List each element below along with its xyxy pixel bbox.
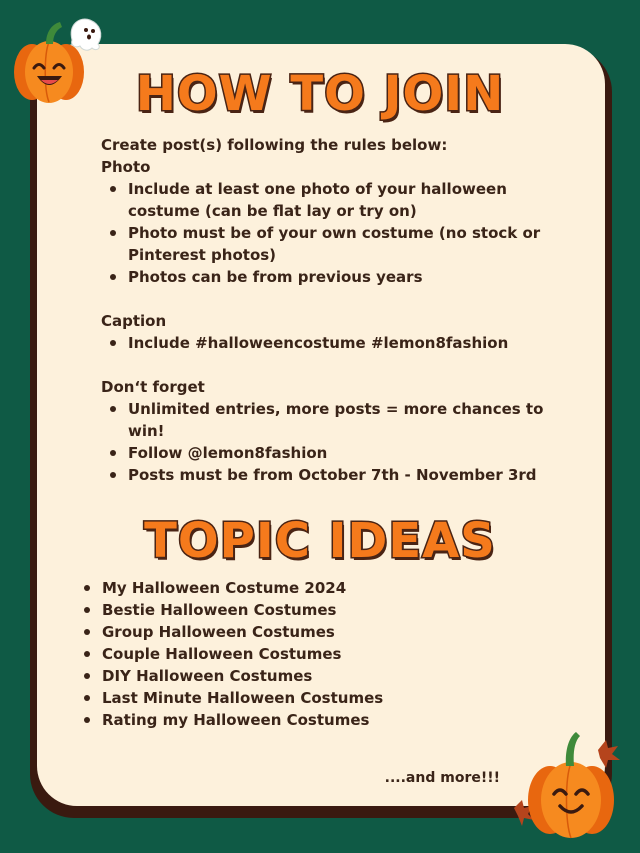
list-item: Unlimited entries, more posts = more chances to win! xyxy=(128,398,571,442)
list-item: Photo must be of your own costume (no stock or Pinterest photos) xyxy=(128,222,571,266)
topic-ideas-heading: TOPIC IDEAS xyxy=(144,513,496,569)
list-item: My Halloween Costume 2024 xyxy=(102,577,562,599)
topics-list xyxy=(102,577,562,731)
list-item: Couple Halloween Costumes xyxy=(102,643,562,665)
list-item: Photos can be from previous years xyxy=(128,266,571,288)
topics-section xyxy=(102,577,562,731)
list-item: Rating my Halloween Costumes xyxy=(102,709,562,731)
list-item: DIY Halloween Costumes xyxy=(102,665,562,687)
rules-intro: Create post(s) following the rules below: xyxy=(101,136,448,154)
rules-section xyxy=(101,134,571,486)
caption-list xyxy=(101,332,571,354)
photo-heading: Photo xyxy=(101,158,151,176)
photo-list xyxy=(101,178,571,288)
pumpkin-with-leaves-icon xyxy=(510,728,630,844)
list-item: Follow @lemon8fashion xyxy=(128,442,571,464)
list-item: Include at least one photo of your halloween costume (can be flat lay or try on) xyxy=(128,178,571,222)
list-item: Include #halloweencostume #lemon8fashion xyxy=(128,332,571,354)
and-more-text: ....and more!!! xyxy=(384,770,500,786)
how-to-join-heading: HOW TO JOIN xyxy=(135,66,505,122)
dont-forget-list xyxy=(101,398,571,486)
dont-forget-heading: Don‘t forget xyxy=(101,378,205,396)
list-item: Bestie Halloween Costumes xyxy=(102,599,562,621)
list-item: Posts must be from October 7th - November 3rd xyxy=(128,464,571,486)
list-item: Last Minute Halloween Costumes xyxy=(102,687,562,709)
caption-heading: Caption xyxy=(101,312,167,330)
list-item: Group Halloween Costumes xyxy=(102,621,562,643)
